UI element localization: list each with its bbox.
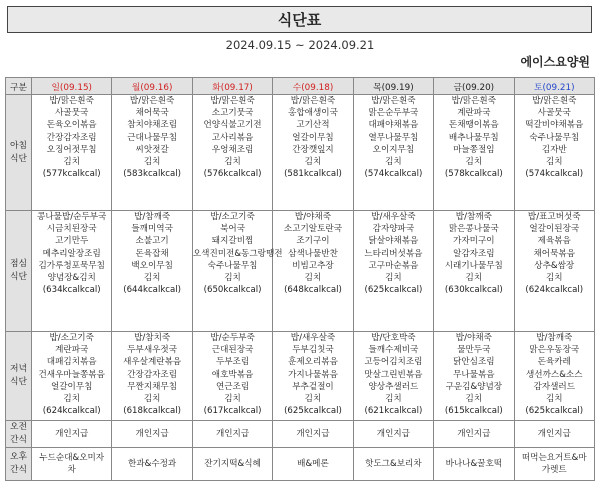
menu-item: 맑은우동장국 — [529, 345, 580, 356]
menu-item: 김치 — [385, 394, 402, 405]
menu-item: 밥/새우살죽 — [290, 333, 336, 343]
menu-item: (650kcalkcal) — [203, 285, 262, 296]
menu-item: 밥/소고기죽 — [210, 212, 255, 222]
snack-item: 배&메론 — [297, 458, 329, 469]
menu-item: 떡갈비야채볶음 — [525, 120, 584, 131]
menu-item: 김치 — [224, 273, 241, 284]
menu-item: 시금치된장국 — [46, 224, 97, 235]
menu-cell — [32, 95, 112, 211]
day-header: 금(09.20) — [434, 78, 514, 95]
menu-item: (621kcalkcal) — [364, 406, 423, 417]
menu-cell — [434, 95, 514, 211]
snack-row — [6, 448, 595, 481]
menu-item: 조기구이 — [296, 236, 330, 247]
snack-item: 개인지급 — [457, 428, 491, 439]
row-label: 오전 간식 — [6, 421, 32, 448]
menu-item: (634kcalkcal) — [42, 285, 101, 296]
menu-item: 소불고기 — [135, 236, 169, 247]
menu-item: 근대된장국 — [211, 345, 254, 356]
menu-item: 대패김치볶음 — [46, 357, 97, 368]
snack-item: 개인지급 — [537, 428, 571, 439]
menu-item: 김치 — [63, 394, 81, 405]
menu-item: 두부조림 — [215, 357, 250, 368]
menu-item: 밥/야채죽 — [294, 212, 332, 222]
menu-item: 김치 — [143, 394, 161, 405]
snack-item: 바나나&꿀호떡 — [445, 458, 503, 469]
menu-item: 제육볶음 — [537, 236, 571, 247]
snack-cell — [434, 421, 514, 448]
menu-item: 애호박볶음 — [211, 369, 254, 380]
snack-item: 개인지급 — [55, 428, 89, 439]
snack-item: 한과&수정과 — [128, 458, 177, 469]
menu-item: (583kcalkcal) — [123, 169, 182, 180]
menu-item: 김치 — [545, 157, 563, 168]
menu-item: 맛살그린빈볶음 — [364, 369, 423, 380]
menu-item: 김자반 — [541, 144, 567, 155]
menu-item: 밥/참깨죽 — [536, 333, 573, 343]
menu-cell — [353, 211, 433, 332]
menu-item: 고기산적 — [296, 120, 330, 131]
menu-item: 밥/맑은흰죽 — [129, 96, 175, 106]
menu-item: 콩나물밥/순두부국 — [37, 212, 107, 222]
menu-item: 구운김&양념장 — [445, 381, 503, 392]
menu-item: 고기만두 — [55, 236, 89, 247]
menu-item: 새우살계란볶음 — [123, 357, 182, 368]
corner-header: 구분 — [6, 78, 32, 95]
header-row — [6, 78, 595, 95]
snack-cell — [353, 421, 433, 448]
snack-cell — [514, 421, 594, 448]
menu-item: 김치 — [224, 157, 241, 168]
snack-cell — [434, 448, 514, 481]
menu-item: (648kcalkcal) — [284, 285, 342, 296]
menu-item: 열무나물무침 — [368, 132, 419, 143]
menu-item: 돈육잡채 — [135, 248, 169, 259]
menu-item: 소고기뭇국 — [211, 108, 254, 119]
snack-item: 개인지급 — [215, 428, 250, 439]
menu-title: 식단표 — [7, 6, 592, 33]
menu-item: 북어국 — [220, 224, 245, 235]
menu-cell — [32, 332, 112, 421]
menu-item: 생선까스&소스 — [526, 369, 583, 380]
menu-item: 숙주나물무침 — [207, 260, 258, 271]
menu-item: 김치 — [304, 157, 322, 168]
menu-item: 시래기나물무침 — [444, 260, 503, 271]
menu-item: 김치 — [545, 273, 563, 284]
menu-cell — [273, 211, 353, 332]
menu-item: 김가루청포묵무침 — [38, 260, 105, 271]
menu-cell — [353, 95, 433, 211]
menu-cell — [112, 211, 192, 332]
day-header: 화(09.17) — [192, 78, 272, 95]
menu-item: (615kcalkcal) — [444, 406, 503, 417]
menu-cell — [192, 332, 272, 421]
menu-item: 알감자조림 — [453, 248, 495, 259]
snack-cell — [514, 448, 594, 481]
snack-cell — [192, 421, 272, 448]
menu-item: 맑은콩나물국 — [448, 224, 499, 235]
menu-item: 물만두국 — [457, 345, 491, 356]
meal-row — [6, 332, 595, 421]
menu-item: 오징어젓무침 — [46, 144, 97, 155]
menu-item: 계란파국 — [457, 108, 491, 119]
menu-item: 얼갈이무침 — [292, 132, 334, 143]
menu-item: 얼갈이된장국 — [529, 224, 580, 235]
menu-item: 연근조림 — [215, 381, 250, 392]
menu-item: 밥/새우살죽 — [371, 212, 416, 222]
menu-item: 대패야채볶음 — [368, 120, 419, 131]
menu-item: 밥/맑은흰죽 — [532, 96, 577, 106]
menu-item: 맑은순두부국 — [368, 108, 419, 119]
menu-item: 부추겉절이 — [292, 381, 334, 392]
menu-item: 고등어김치조림 — [364, 357, 423, 368]
menu-item: 상추&쌈장 — [534, 260, 575, 271]
menu-cell — [273, 95, 353, 211]
snack-cell — [32, 421, 112, 448]
menu-item: 숙주나물무침 — [529, 132, 580, 143]
menu-cell — [434, 332, 514, 421]
menu-item: 근대나물무침 — [127, 132, 178, 143]
menu-item: (574kcalkcal) — [364, 169, 423, 180]
snack-item: 핫도그&보리차 — [365, 458, 422, 469]
menu-item: 간장감자조림 — [127, 369, 178, 380]
menu-item: 돼지갈비찜 — [211, 236, 254, 247]
menu-item: 간장깻잎지 — [292, 144, 334, 155]
menu-cell — [434, 211, 514, 332]
menu-item: 오색진미전&동그랑땡전 — [192, 248, 283, 259]
menu-item: 건새우마늘쫑볶음 — [38, 369, 105, 380]
snack-cell — [192, 448, 272, 481]
menu-item: 돈육오이볶음 — [46, 120, 97, 131]
menu-item: 계란파국 — [55, 345, 89, 356]
menu-item: 밥/맑은흰죽 — [451, 96, 497, 106]
snack-cell — [112, 448, 192, 481]
menu-cell — [514, 211, 594, 332]
menu-item: 가자미구이 — [453, 236, 495, 247]
menu-item: 삼색나물반찬 — [288, 248, 338, 259]
menu-cell — [32, 211, 112, 332]
menu-item: (624kcalkcal) — [42, 406, 101, 417]
menu-item: 두부김칫국 — [292, 345, 334, 356]
menu-item: (578kcalkcal) — [444, 169, 503, 180]
menu-item: 무짠지채무침 — [127, 381, 178, 392]
menu-item: 채어묵국 — [135, 108, 169, 119]
menu-item: 간장감자조림 — [46, 132, 97, 143]
menu-item: (644kcalkcal) — [123, 285, 182, 296]
menu-item: 사골뭇국 — [55, 108, 89, 119]
snack-item: 잔기지떡&식혜 — [204, 458, 261, 469]
snack-item: 개인지급 — [296, 428, 330, 439]
menu-item: 밥/참깨죽 — [455, 212, 492, 222]
snack-item: 떠먹는요거트&마 — [521, 452, 587, 463]
snack-cell — [353, 448, 433, 481]
menu-item: (581kcalkcal) — [284, 169, 342, 180]
menu-item: 우엉채조림 — [211, 144, 254, 155]
menu-item: 백오이무침 — [131, 260, 173, 271]
menu-item: (625kcalkcal) — [284, 406, 342, 417]
snack-item: 개인지급 — [135, 428, 169, 439]
menu-cell — [514, 332, 594, 421]
menu-cell — [192, 95, 272, 211]
menu-item: 감자양파국 — [372, 224, 415, 235]
menu-item: 무나물볶음 — [453, 369, 495, 380]
row-label: 오후 간식 — [6, 448, 32, 481]
menu-item: 들깨미역국 — [131, 224, 173, 235]
menu-item: 김치 — [63, 157, 81, 168]
menu-item: (625kcalkcal) — [525, 406, 584, 417]
menu-item: (576kcalkcal) — [203, 169, 262, 180]
row-label: 아침 식단 — [6, 95, 32, 211]
menu-cell — [112, 332, 192, 421]
menu-item: 밥/단호박죽 — [371, 333, 416, 343]
menu-item: 밥/맑은흰죽 — [371, 96, 416, 106]
snack-cell — [273, 421, 353, 448]
menu-item: 양상추샐러드 — [368, 381, 419, 392]
menu-cell — [514, 95, 594, 211]
menu-item: 참치야채조림 — [127, 120, 178, 131]
snack-item: 누드순대&오미자 — [39, 452, 105, 463]
menu-item: 두부새우젓국 — [127, 345, 178, 356]
menu-item: 소고기알토란국 — [283, 224, 343, 235]
menu-item: 밥/맑은흰죽 — [49, 96, 94, 106]
menu-item: 마늘쫑절임 — [453, 144, 495, 155]
menu-item: 홍합애생이국 — [288, 108, 338, 119]
weekly-menu-table — [5, 77, 595, 481]
menu-item: 돈육카레 — [537, 357, 571, 368]
snack-item: 개인지급 — [376, 428, 410, 439]
menu-item: 김치 — [143, 157, 161, 168]
menu-item: 김치 — [304, 394, 322, 405]
menu-item: 양념장&김치 — [47, 273, 96, 284]
day-header: 일(09.15) — [32, 78, 112, 95]
menu-item: 밥/참치죽 — [134, 333, 171, 343]
menu-item: 씨앗젓갈 — [135, 144, 169, 155]
day-header: 토(09.21) — [514, 78, 594, 95]
snack-cell — [273, 448, 353, 481]
menu-item: 밥/맑은흰죽 — [290, 96, 336, 106]
menu-item: 돈채땡이볶음 — [448, 120, 499, 131]
menu-item: 배추나물무침 — [448, 132, 499, 143]
menu-item: 밥/야채죽 — [455, 333, 492, 343]
menu-cell — [112, 95, 192, 211]
menu-item: 느타리버섯볶음 — [364, 248, 423, 259]
menu-item: 밥/맑은흰죽 — [210, 96, 255, 106]
menu-item: 김치 — [385, 157, 402, 168]
menu-item: 언양식불고기전 — [203, 120, 262, 131]
meal-row — [6, 211, 595, 332]
meal-row — [6, 95, 595, 211]
menu-item: 얼갈이무침 — [50, 381, 93, 392]
menu-item: 비빔고추장 — [292, 260, 334, 271]
menu-item: 밥/소고기죽 — [49, 333, 94, 343]
menu-item: 김치 — [545, 394, 563, 405]
menu-item: (625kcalkcal) — [364, 285, 423, 296]
menu-item: 김치 — [465, 394, 483, 405]
menu-item: 김치 — [385, 273, 402, 284]
menu-item: 김치 — [224, 394, 241, 405]
menu-item: 오이지무침 — [372, 144, 415, 155]
menu-item: 밥/참깨죽 — [134, 212, 171, 222]
menu-item: 밥/표고버섯죽 — [527, 212, 581, 222]
menu-cell — [273, 332, 353, 421]
snack-item: 차 — [67, 465, 76, 475]
menu-cell — [353, 332, 433, 421]
menu-item: 감자샐러드 — [533, 381, 576, 392]
menu-item: 메추리알장조림 — [42, 248, 101, 259]
snack-row — [6, 421, 595, 448]
menu-item: (618kcalkcal) — [123, 406, 182, 417]
menu-item: 닭안심조림 — [453, 357, 495, 368]
day-header: 목(09.19) — [353, 78, 433, 95]
row-label: 저녁 식단 — [6, 332, 32, 421]
menu-item: (574kcalkcal) — [525, 169, 584, 180]
menu-item: (624kcalkcal) — [525, 285, 584, 296]
day-header: 수(09.18) — [273, 78, 353, 95]
menu-item: 채어묵볶음 — [533, 248, 576, 259]
menu-item: 김치 — [304, 273, 322, 284]
menu-item: (617kcalkcal) — [203, 406, 262, 417]
snack-cell — [32, 448, 112, 481]
row-label: 점심 식단 — [6, 211, 32, 332]
facility-name: 에이스요양원 — [520, 55, 590, 69]
menu-item: 고사리볶음 — [211, 132, 254, 143]
day-header: 월(09.16) — [112, 78, 192, 95]
menu-item: 훈제오리볶음 — [288, 357, 338, 368]
menu-item: 김치 — [465, 157, 483, 168]
menu-item: 닭살야채볶음 — [368, 236, 419, 247]
menu-period: 2024.09.15 ~ 2024.09.21 — [225, 38, 375, 52]
menu-item: 사골뭇국 — [537, 108, 571, 119]
snack-item: 가렛트 — [541, 465, 567, 475]
menu-cell — [192, 211, 283, 332]
snack-cell — [112, 421, 192, 448]
menu-item: (630kcalkcal) — [444, 285, 503, 296]
menu-item: 가지나물볶음 — [288, 369, 338, 380]
menu-item: (577kcalkcal) — [42, 169, 101, 180]
menu-item: 김치 — [465, 273, 483, 284]
menu-item: 밥/순두부죽 — [210, 333, 255, 343]
menu-item: 고구마순볶음 — [368, 260, 419, 271]
menu-item: 김치 — [143, 273, 161, 284]
menu-item: 들깨수제비국 — [368, 345, 419, 356]
